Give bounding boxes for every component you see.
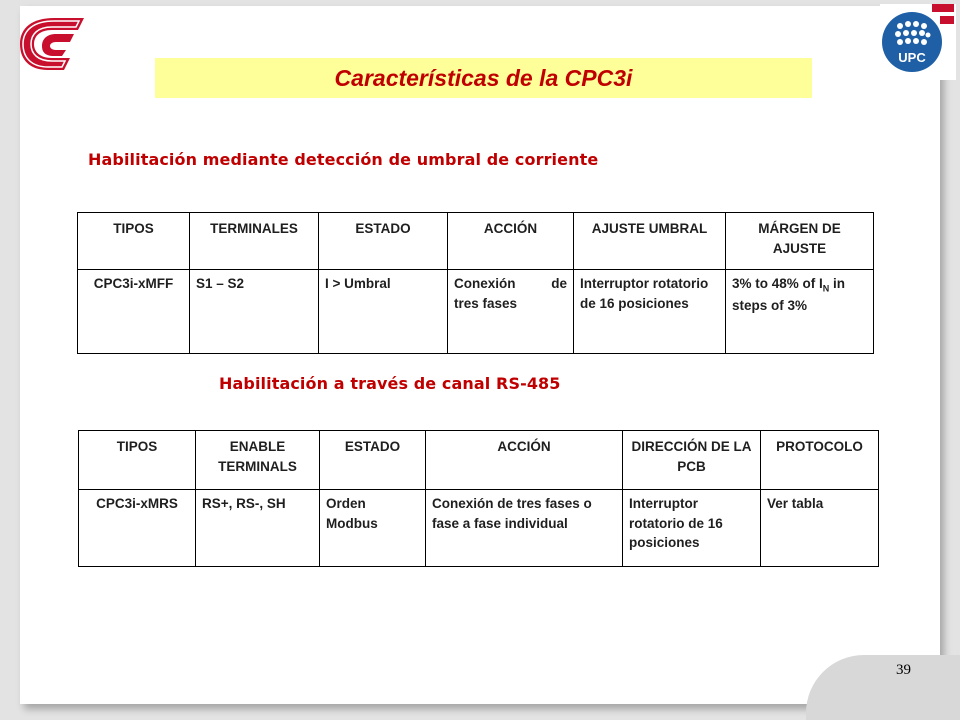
rs485-table (78, 430, 879, 567)
cell-accion-line2: tres fases (454, 295, 518, 311)
table-header-row (79, 431, 879, 490)
cpc-logo (14, 14, 86, 74)
column-header: ENABLE TERMINALS (196, 431, 320, 490)
upc-logo-accent (940, 16, 954, 24)
cell-accion: Conexión de tres fases o fase a fase individual (426, 490, 623, 567)
column-header: ACCIÓN (448, 213, 574, 270)
upc-logo (880, 4, 956, 80)
page-number: 39 (896, 662, 911, 678)
table-header-row (78, 213, 874, 270)
section-heading-rs485: Habilitación a través de canal RS-485 (219, 374, 561, 393)
column-header: ESTADO (319, 213, 448, 270)
column-header: TIPOS (79, 431, 196, 490)
table-row (79, 490, 879, 567)
column-header: ACCIÓN (426, 431, 623, 490)
cell-estado: Orden Modbus (320, 490, 426, 567)
column-header: TIPOS (78, 213, 190, 270)
cpc-logo-icon (14, 14, 86, 74)
cell-accion (448, 270, 574, 354)
cell-tipos: CPC3i-xMRS (79, 490, 196, 567)
cell-margen-text-end: in steps of 3% (732, 276, 846, 313)
table-row (78, 270, 874, 354)
section-heading-current-threshold: Habilitación mediante detección de umbral de corriente (88, 150, 599, 169)
threshold-table (77, 212, 874, 354)
slide-card (20, 6, 940, 704)
cell-direccion: Interruptor rotatorio de 16 posiciones (623, 490, 761, 567)
column-header: PROTOCOLO (761, 431, 879, 490)
upc-logo-accent (932, 4, 954, 12)
cell-protocolo: Ver tabla (761, 490, 879, 567)
cell-margen-text: 3% to 48% of I (732, 276, 823, 291)
cell-estado: I > Umbral (319, 270, 448, 354)
cell-margen (726, 270, 874, 354)
cell-margen-subscript: N (822, 283, 830, 294)
column-header: AJUSTE UMBRAL (574, 213, 726, 270)
cell-tipos: CPC3i-xMFF (78, 270, 190, 354)
cell-accion-line1: Conexión de (454, 276, 567, 291)
svg-text:UPC: UPC (898, 50, 926, 65)
column-header: DIRECCIÓN DE LA PCB (623, 431, 761, 490)
cell-terminals: RS+, RS-, SH (196, 490, 320, 567)
column-header: ESTADO (320, 431, 426, 490)
cell-terminales: S1 – S2 (190, 270, 319, 354)
cell-ajuste: Interruptor rotatorio de 16 posiciones (574, 270, 726, 354)
slide-title: Características de la CPC3i (334, 64, 633, 91)
title-bar (155, 58, 812, 98)
column-header: MÁRGEN DE AJUSTE (726, 213, 874, 270)
column-header: TERMINALES (190, 213, 319, 270)
